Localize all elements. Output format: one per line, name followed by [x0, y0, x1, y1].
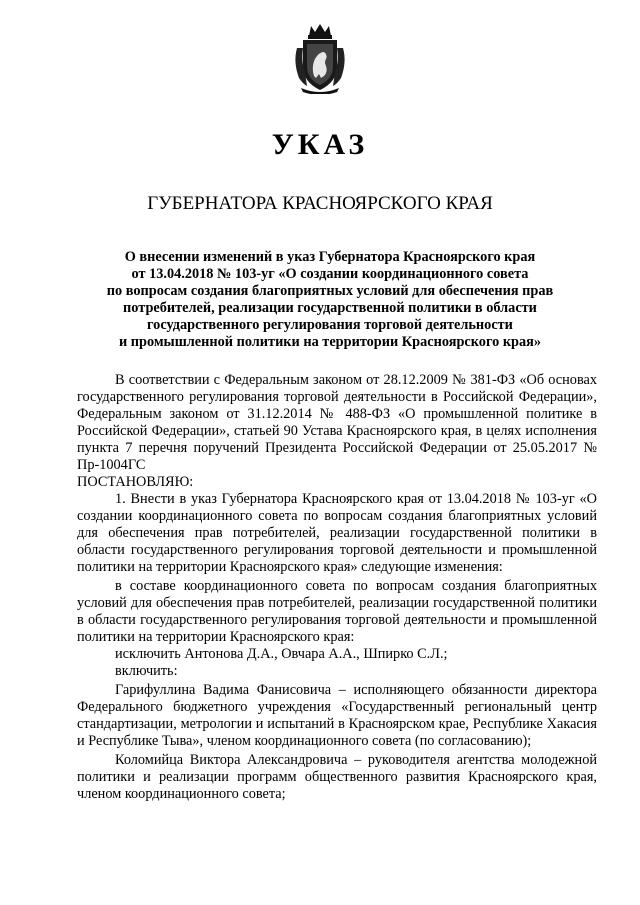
clause-1-paragraph: 1. Внести в указ Губернатора Красноярского края от 13.04.2018 № 103-уг «О создании координационного совета по вопросам создания благоприятных условий для обеспечения прав потребителей, реализации государственной политики в области государственного регулирования торговой деятельности и промышленной политики на территории Красноярского края» следующие изменения:: [77, 491, 597, 575]
heading-line: О внесении изменений в указ Губернатора Красноярского края: [124, 249, 536, 265]
exclude-paragraph: исключить Антонова Д.А., Овчара А.А., Шпирко С.Л.;: [115, 646, 448, 662]
council-composition-paragraph: в составе координационного совета по вопросам создания благоприятных условий для обеспечения прав потребителей, реализации государственной политики в области государственного регулирования торговой деятельности и промышленной политики на территории Красноярского края:: [77, 578, 597, 645]
heading-line: потребителей, реализации государственной политики в области: [123, 300, 537, 316]
heading-line: по вопросам создания благоприятных условий для обеспечения прав: [106, 283, 554, 299]
preamble-paragraph: В соответствии с Федеральным законом от 28.12.2009 № 381-ФЗ «Об основах государственного регулирования торговой деятельности в Российской Федерации», Федеральным законом от 31.12.2014 № 488-ФЗ «О промышленной политике в Российской Федерации», статьей 90 Устава Красноярского края, в целях исполнения пункта 7 перечня поручений Президента Российской Федерации от 25.05.2017 № Пр-1004ГС: [77, 372, 597, 473]
heading-line: от 13.04.2018 № 103-уг «О создании координационного совета: [131, 266, 529, 282]
include-paragraph: включить:: [115, 663, 178, 679]
krasnoyarsk-coat-of-arms-icon: [293, 22, 347, 94]
member-kolomiets-paragraph: Коломийца Виктора Александровича – руководителя агентства молодежной политики и реализации программ общественного развития Красноярского края, членом координационного совета;: [77, 752, 597, 802]
decree-body: [77, 372, 597, 803]
decree-heading: [76, 249, 584, 351]
heading-line: государственного регулирования торговой деятельности: [147, 317, 513, 333]
member-garifullin-paragraph: Гарифуллина Вадима Фанисовича – исполняющего обязанности директора Федерального бюджетного учреждения «Государственный региональный центр стандартизации, метрологии и испытаний в Красноярском крае, Республике Хакасия и Республике Тыва», членом координационного совета (по согласованию);: [77, 682, 597, 749]
resolution-word: ПОСТАНОВЛЯЮ:: [77, 474, 194, 490]
heading-line: и промышленной политики на территории Красноярского края»: [118, 334, 542, 350]
document-title: УКАЗ: [271, 128, 369, 161]
document-subtitle: ГУБЕРНАТОРА КРАСНОЯРСКОГО КРАЯ: [147, 193, 493, 214]
